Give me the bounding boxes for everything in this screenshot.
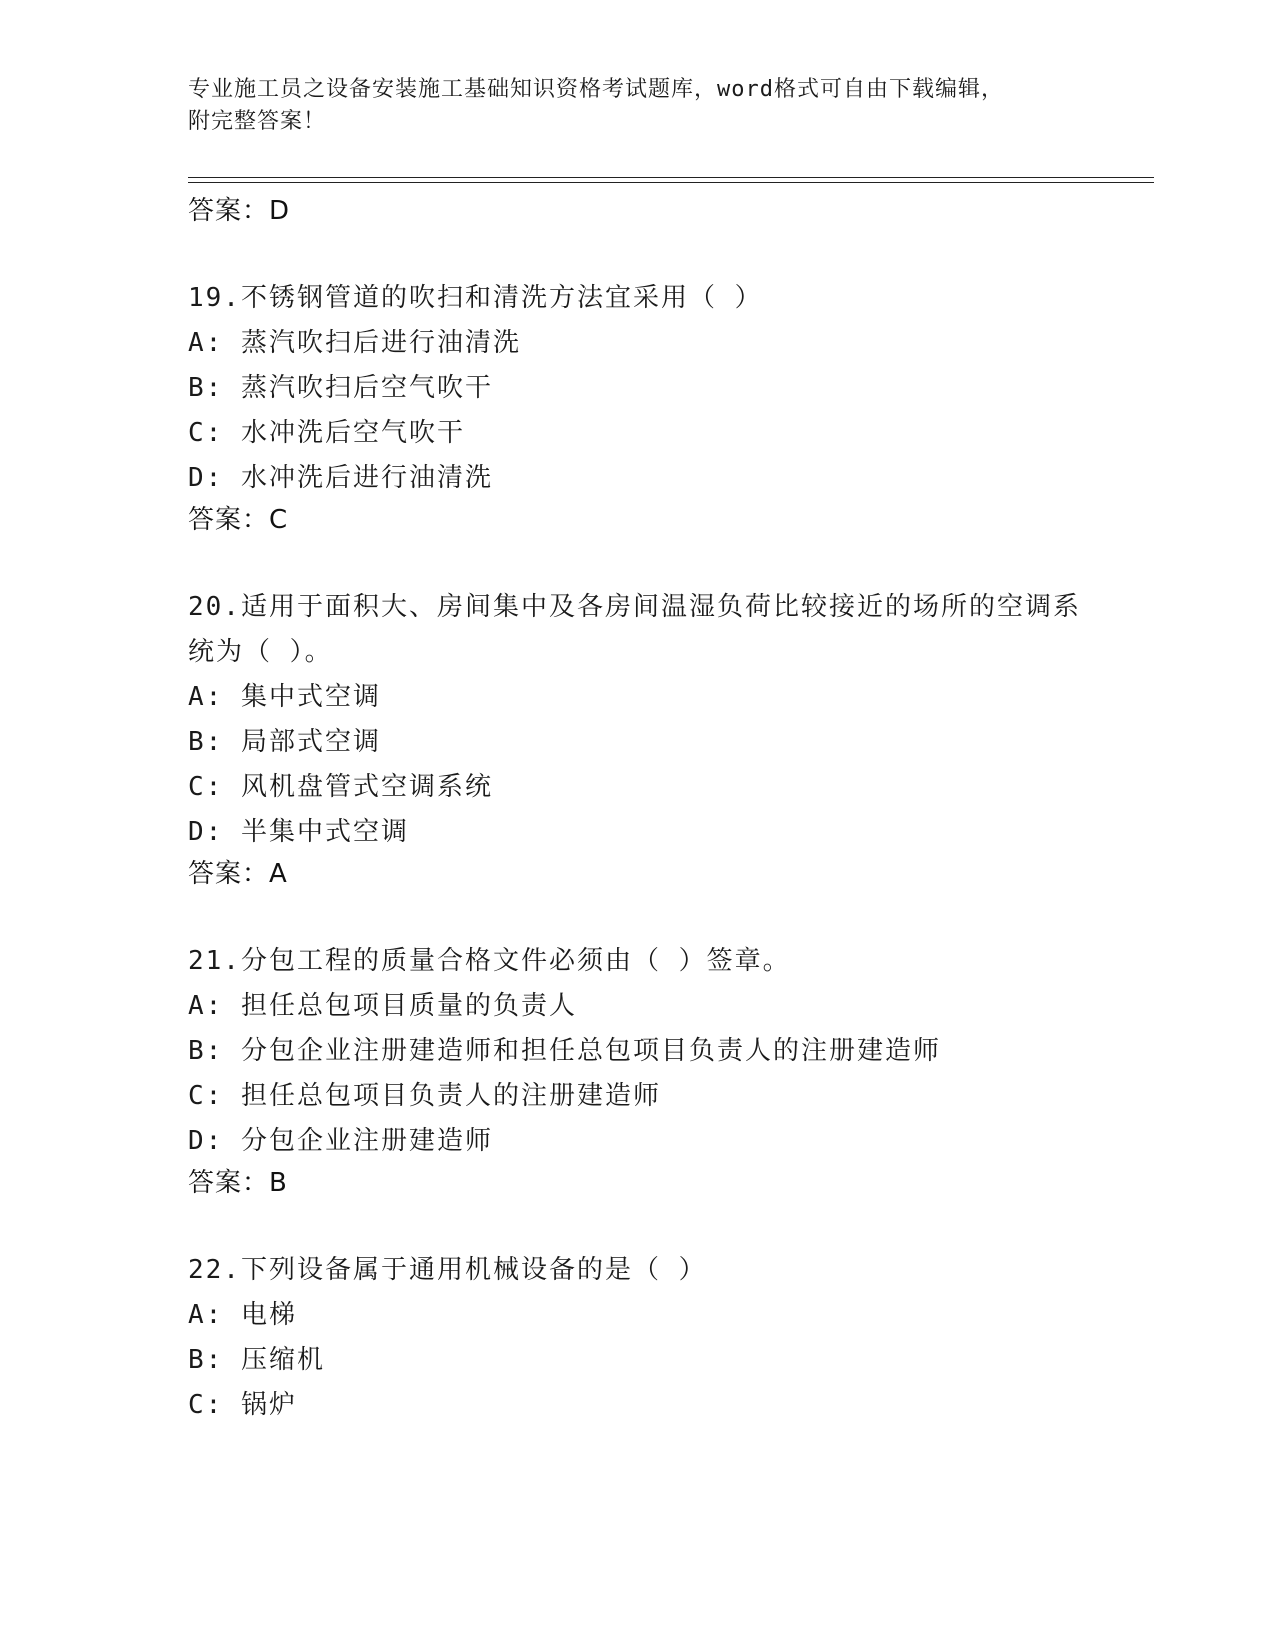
question-22	[188, 1248, 1154, 1428]
option-b: B: 分包企业注册建造师和担任总包项目负责人的注册建造师	[188, 1036, 941, 1066]
header-line-2: 附完整答案！	[188, 109, 327, 134]
option-c: C: 担任总包项目负责人的注册建造师	[188, 1081, 661, 1111]
question-stem: 22.下列设备属于通用机械设备的是（ ）	[188, 1255, 707, 1285]
spacer	[188, 1202, 1154, 1248]
option-a: A: 蒸汽吹扫后进行油清洗	[188, 328, 521, 358]
option-b: B: 蒸汽吹扫后空气吹干	[188, 373, 493, 403]
answer-previous: 答案：D	[188, 196, 291, 226]
spacer	[188, 539, 1154, 585]
option-c: C: 水冲洗后空气吹干	[188, 418, 465, 448]
question-list	[188, 192, 1154, 1428]
question-stem: 21.分包工程的质量合格文件必须由（ ）签章。	[188, 946, 791, 976]
spacer	[188, 893, 1154, 939]
option-b: B: 压缩机	[188, 1345, 325, 1375]
option-a: A: 电梯	[188, 1300, 297, 1330]
option-a: A: 担任总包项目质量的负责人	[188, 991, 577, 1021]
option-c: C: 锅炉	[188, 1390, 297, 1420]
option-c: C: 风机盘管式空调系统	[188, 772, 493, 802]
option-b: B: 局部式空调	[188, 727, 381, 757]
question-stem: 20.适用于面积大、房间集中及各房间温湿负荷比较接近的场所的空调系统为（ ）。	[188, 592, 1081, 667]
question-21	[188, 939, 1154, 1202]
answer: 答案：B	[188, 1168, 288, 1198]
answer: 答案：A	[188, 859, 288, 889]
header-divider-top	[188, 177, 1154, 178]
header-line-1: 专业施工员之设备安装施工基础知识资格考试题库，word格式可自由下载编辑，	[188, 77, 1004, 102]
option-d: D: 半集中式空调	[188, 817, 409, 847]
document-header	[188, 74, 1068, 138]
option-a: A: 集中式空调	[188, 682, 381, 712]
question-20	[188, 585, 1154, 893]
question-19	[188, 276, 1154, 539]
spacer	[188, 230, 1154, 276]
header-divider-bottom	[188, 182, 1154, 183]
answer: 答案：C	[188, 505, 289, 535]
option-d: D: 水冲洗后进行油清洗	[188, 463, 493, 493]
option-d: D: 分包企业注册建造师	[188, 1126, 493, 1156]
question-stem: 19.不锈钢管道的吹扫和清洗方法宜采用（ ）	[188, 283, 763, 313]
